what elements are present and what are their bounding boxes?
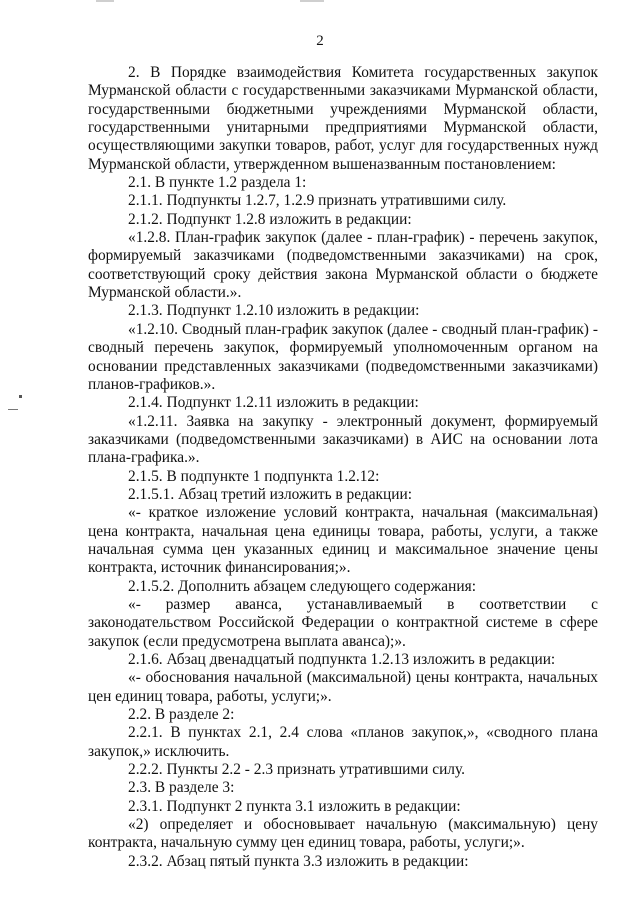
paragraph: 2.1.5. В подпункте 1 подпункта 1.2.12:	[128, 467, 380, 485]
paragraph: «1.2.11. Заявка на закупку - электронный документ, формируемый заказчиками (подведомственными заказчиками) в АИС на основании лота плана-графика.».	[88, 412, 598, 467]
paragraph: 2.1.1. Подпункты 1.2.7, 1.2.9 признать утратившими силу.	[128, 192, 507, 210]
scan-artifact	[300, 0, 324, 2]
paragraph: 2.1.5.2. Дополнить абзацем следующего содержания:	[128, 577, 476, 595]
paragraph: «- обоснования начальной (максимальной) цены контракта, начальных цен единиц товара, работы, услуги;».	[88, 669, 598, 705]
paragraph: «2) определяет и обосновывает начальную (максимальную) цену контракта, начальную сумму цен единиц товара, работы, услуги;».	[88, 816, 598, 852]
scan-artifact	[8, 409, 18, 410]
paragraph: «- краткое изложение условий контракта, начальная (максимальная) цена контракта, начальная цена единицы товара, работы, услуги, а также начальная сумма цен указанных единиц и максимальное значение цены контракта, источник финансирования;».	[88, 504, 598, 577]
paragraph: 2.1.5.1. Абзац третий изложить в редакции:	[128, 485, 412, 503]
scan-artifact	[96, 0, 114, 2]
paragraph: 2.2.2. Пункты 2.2 - 2.3 признать утратившими силу.	[128, 761, 465, 779]
paragraph: 2.1.3. Подпункт 1.2.10 изложить в редакции:	[128, 302, 420, 320]
scan-artifact	[19, 395, 22, 398]
paragraph: 2.1.6. Абзац двенадцатый подпункта 1.2.13 изложить в редакции:	[128, 651, 556, 668]
page-number: 2	[316, 33, 324, 49]
paragraph: «1.2.8. План-график закупок (далее - план-график) - перечень закупок, формируемый заказчиками (подведомственными заказчиками) на срок, соответствующий сроку действия закона Мурманской области о бюджете Мурманской области.».	[88, 229, 598, 302]
document-body	[88, 64, 598, 871]
paragraph: 2.1. В пункте 1.2 раздела 1:	[128, 174, 307, 192]
paragraph: 2.3.2. Абзац пятый пункта 3.3 изложить в редакции:	[128, 852, 469, 870]
paragraph: 2.1.2. Подпункт 1.2.8 изложить в редакции:	[128, 210, 412, 228]
paragraph: «- размер аванса, устанавливаемый в соответствии с законодательством Российской Федерации о контрактной системе в сфере закупок (если предусмотрена выплата аванса);».	[88, 595, 598, 650]
paragraph: 2.3.1. Подпункт 2 пункта 3.1 изложить в редакции:	[128, 797, 461, 815]
paragraph: 2.2. В разделе 2:	[128, 706, 235, 724]
paragraph: «1.2.10. Сводный план-график закупок (далее - сводный план-график) - сводный перечень закупок, формируемый уполномоченным органом на основании представленных заказчиками (подведомственными заказчиками) планов-графиков.».	[88, 320, 598, 393]
paragraph: 2.2.1. В пунктах 2.1, 2.4 слова «планов закупок,», «сводного плана закупок,» исключить.	[88, 724, 598, 760]
paragraph: 2.3. В разделе 3:	[128, 779, 235, 797]
paragraph: 2. В Порядке взаимодействия Комитета государственных закупок Мурманской области с государственными заказчиками Мурманской области, государственными бюджетными учреждениями Мурманской области, государственными унитарными предприятиями Мурманской области, осуществляющими закупки товаров, работ, услуг для государственных нужд Мурманской области, утвержденном вышеназванным постановлением:	[88, 64, 598, 173]
paragraph: 2.1.4. Подпункт 1.2.11 изложить в редакции:	[128, 394, 419, 412]
